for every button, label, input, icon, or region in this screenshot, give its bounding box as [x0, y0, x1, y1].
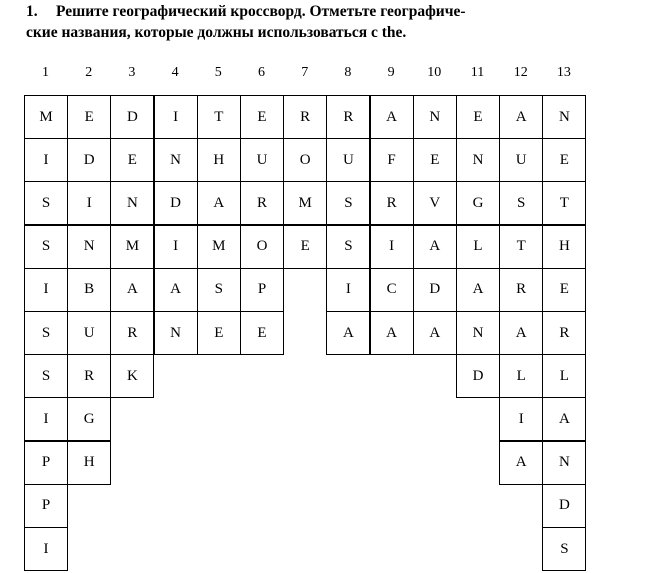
crossword-cell: E: [240, 95, 284, 139]
crossword-cell: S: [542, 527, 586, 571]
crossword-cell: S: [326, 181, 370, 225]
crossword-cell: P: [24, 484, 68, 528]
crossword-cell: R: [542, 311, 586, 355]
crossword-cell: H: [542, 225, 586, 269]
crossword-cell: S: [197, 268, 241, 312]
crossword-cell: D: [542, 484, 586, 528]
column-number-13: 13: [556, 65, 571, 80]
crossword-cell: R: [499, 268, 543, 312]
crossword-cell: A: [413, 311, 457, 355]
crossword-cell: T: [542, 181, 586, 225]
crossword-cell: R: [283, 95, 327, 139]
crossword-cell: I: [499, 397, 543, 441]
task-heading: [26, 1, 626, 43]
crossword-cell: T: [197, 95, 241, 139]
crossword-cell: V: [413, 181, 457, 225]
column-number-12: 12: [513, 65, 528, 80]
crossword-cell: U: [67, 311, 111, 355]
crossword-cell: E: [110, 138, 154, 182]
crossword-cell: M: [197, 225, 241, 269]
crossword-cell: U: [240, 138, 284, 182]
crossword-cell: R: [67, 354, 111, 398]
crossword-cell: A: [456, 268, 500, 312]
crossword-cell: A: [413, 225, 457, 269]
crossword-cell: N: [542, 441, 586, 485]
column-number-10: 10: [427, 65, 442, 80]
crossword-cell: E: [67, 95, 111, 139]
column-number-1: 1: [42, 65, 49, 80]
crossword-cell: N: [110, 181, 154, 225]
crossword-cell: S: [326, 225, 370, 269]
crossword-cell: C: [370, 268, 414, 312]
task-number: 1.: [26, 3, 38, 20]
crossword-cell: U: [326, 138, 370, 182]
crossword-cell: O: [283, 138, 327, 182]
column-number-2: 2: [85, 65, 93, 80]
crossword-cell: E: [240, 311, 284, 355]
crossword-cell: D: [413, 268, 457, 312]
crossword-cell: D: [110, 95, 154, 139]
crossword-cell: B: [67, 268, 111, 312]
crossword-cell: E: [197, 311, 241, 355]
crossword-cell: R: [240, 181, 284, 225]
crossword-cell: S: [24, 225, 68, 269]
crossword-cell: O: [240, 225, 284, 269]
crossword-cell: K: [110, 354, 154, 398]
task-text-line2: ские названия, которые должны использоваться с the.: [26, 24, 407, 41]
crossword-cell: M: [110, 225, 154, 269]
crossword-cell: E: [413, 138, 457, 182]
crossword-cell: I: [24, 138, 68, 182]
crossword-cell: A: [326, 311, 370, 355]
column-number-3: 3: [128, 65, 136, 80]
crossword-cell: M: [24, 95, 68, 139]
crossword-cell: L: [499, 354, 543, 398]
crossword-cell: R: [370, 181, 414, 225]
crossword-cell: N: [154, 311, 198, 355]
crossword-cell: A: [542, 397, 586, 441]
crossword-cell: E: [456, 95, 500, 139]
column-number-7: 7: [301, 65, 309, 80]
crossword-cell: I: [326, 268, 370, 312]
crossword-cell: N: [413, 95, 457, 139]
crossword-cell: H: [197, 138, 241, 182]
crossword-cell: P: [240, 268, 284, 312]
crossword-cell: A: [499, 95, 543, 139]
crossword-cell: N: [154, 138, 198, 182]
column-number-6: 6: [258, 65, 265, 80]
crossword-cell: I: [24, 397, 68, 441]
column-number-4: 4: [171, 65, 179, 80]
crossword-cell: E: [542, 138, 586, 182]
crossword-cell: T: [499, 225, 543, 269]
column-number-9: 9: [387, 65, 395, 80]
column-number-11: 11: [470, 65, 485, 80]
task-text-line1: Решите географический кроссворд. Отметьте географиче-: [56, 3, 466, 20]
crossword-cell: S: [499, 181, 543, 225]
crossword-cell: G: [456, 181, 500, 225]
crossword-cell: E: [283, 225, 327, 269]
crossword-cell: I: [24, 527, 68, 571]
crossword-cell: N: [456, 138, 500, 182]
crossword-cell: G: [67, 397, 111, 441]
crossword-cell: R: [110, 311, 154, 355]
crossword-cell: S: [24, 354, 68, 398]
crossword-cell: D: [67, 138, 111, 182]
crossword-cell: I: [370, 225, 414, 269]
crossword-cell: A: [370, 311, 414, 355]
column-number-5: 5: [214, 65, 222, 80]
crossword-cell: N: [542, 95, 586, 139]
crossword-cell: A: [197, 181, 241, 225]
crossword-cell: N: [456, 311, 500, 355]
crossword-cell: L: [456, 225, 500, 269]
crossword-cell: M: [283, 181, 327, 225]
crossword-cell: U: [499, 138, 543, 182]
crossword-cell: D: [456, 354, 500, 398]
crossword-cell: L: [542, 354, 586, 398]
crossword-cell: I: [154, 95, 198, 139]
crossword-cell: D: [154, 181, 198, 225]
column-number-8: 8: [344, 65, 352, 80]
crossword-cell: R: [326, 95, 370, 139]
crossword-cell: A: [110, 268, 154, 312]
crossword-cell: N: [67, 225, 111, 269]
crossword-cell: S: [24, 181, 68, 225]
crossword-cell: H: [67, 441, 111, 485]
crossword-cell: A: [370, 95, 414, 139]
crossword-cell: A: [499, 441, 543, 485]
crossword-cell: I: [24, 268, 68, 312]
crossword-cell: A: [154, 268, 198, 312]
crossword-cell: E: [542, 268, 586, 312]
crossword-cell: F: [370, 138, 414, 182]
crossword-cell: P: [24, 441, 68, 485]
crossword-cell: A: [499, 311, 543, 355]
crossword-cell: I: [154, 225, 198, 269]
crossword-cell: S: [24, 311, 68, 355]
crossword-cell: I: [67, 181, 111, 225]
